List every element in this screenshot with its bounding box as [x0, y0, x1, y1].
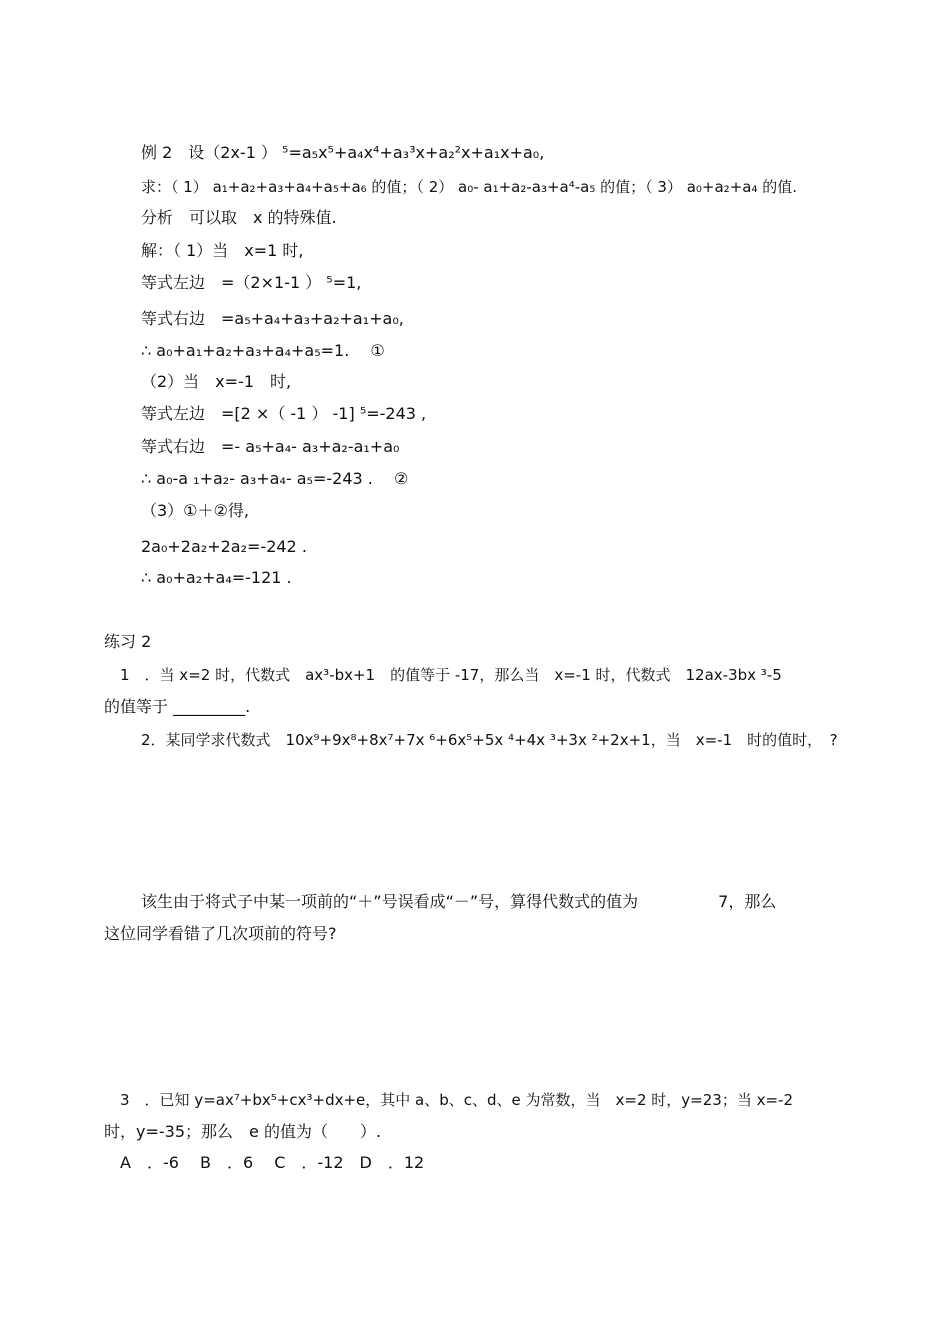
solution-step-5: （2）当 x=-1 时,	[141, 372, 292, 391]
question-2-line-3: 这位同学看错了几次项前的符号?	[104, 924, 337, 943]
solution-step-11: ∴ a₀+a₂+a₄=-121 .	[141, 568, 292, 587]
example-title-line: 例 2 设（2x-1 ） ⁵=a₅x⁵+a₄x⁴+a₃³x+a₂²x+a₁x+a₀,	[141, 143, 545, 162]
solution-step-6: 等式左边 =[2 ×（ -1 ） -1] ⁵=-243 ,	[141, 404, 427, 423]
solution-step-4: ∴ a₀+a₁+a₂+a₃+a₄+a₅=1. ①	[141, 341, 385, 360]
question-3-options: A ．-6 B ．6 C ．-12 D ．12	[120, 1153, 425, 1172]
question-1-line-2: 的值等于 _________.	[104, 697, 251, 716]
example-question-line: 求：（ 1） a₁+a₂+a₃+a₄+a₅+a₆ 的值；（ 2） a₀- a₁+a₂-a₃+a⁴-a₅ 的值；（ 3） a₀+a₂+a₄ 的值.	[141, 178, 798, 196]
solution-step-10: 2a₀+2a₂+2a₂=-242 .	[141, 537, 307, 556]
question-3-line-1: 3 ．已知 y=ax⁷+bx⁵+cx³+dx+e，其中 a、b、c、d、e 为常数，当 x=2 时，y=23；当 x=-2	[120, 1091, 793, 1109]
solution-step-8: ∴ a₀-a ₁+a₂- a₃+a₄- a₅=-243 . ②	[141, 469, 409, 488]
solution-step-3: 等式右边 =a₅+a₄+a₃+a₂+a₁+a₀,	[141, 309, 404, 328]
solution-step-7: 等式右边 =- a₅+a₄- a₃+a₂-a₁+a₀	[141, 437, 400, 456]
solution-step-1: 解：（ 1）当 x=1 时,	[141, 241, 304, 260]
question-1-line-1: 1 ．当 x=2 时，代数式 ax³-bx+1 的值等于 -17，那么当 x=-1 时，代数式 12ax-3bx ³-5	[120, 666, 782, 684]
question-3-line-2: 时，y=-35；那么 e 的值为（ ）.	[104, 1122, 382, 1141]
solution-step-9: （3）①＋②得,	[141, 501, 249, 520]
practice-heading: 练习 2	[104, 632, 152, 651]
question-2-line-2: 该生由于将式子中某一项前的“＋”号误看成“－”号，算得代数式的值为 7，那么	[141, 892, 777, 911]
solution-step-2: 等式左边 =（2×1-1 ） ⁵=1,	[141, 273, 362, 292]
analysis-line: 分析 可以取 x 的特殊值.	[141, 208, 337, 227]
question-2-line-1: 2．某同学求代数式 10x⁹+9x⁸+8x⁷+7x ⁶+6x⁵+5x ⁴+4x ³+3x ²+2x+1，当 x=-1 时的值时， ?	[141, 731, 838, 749]
